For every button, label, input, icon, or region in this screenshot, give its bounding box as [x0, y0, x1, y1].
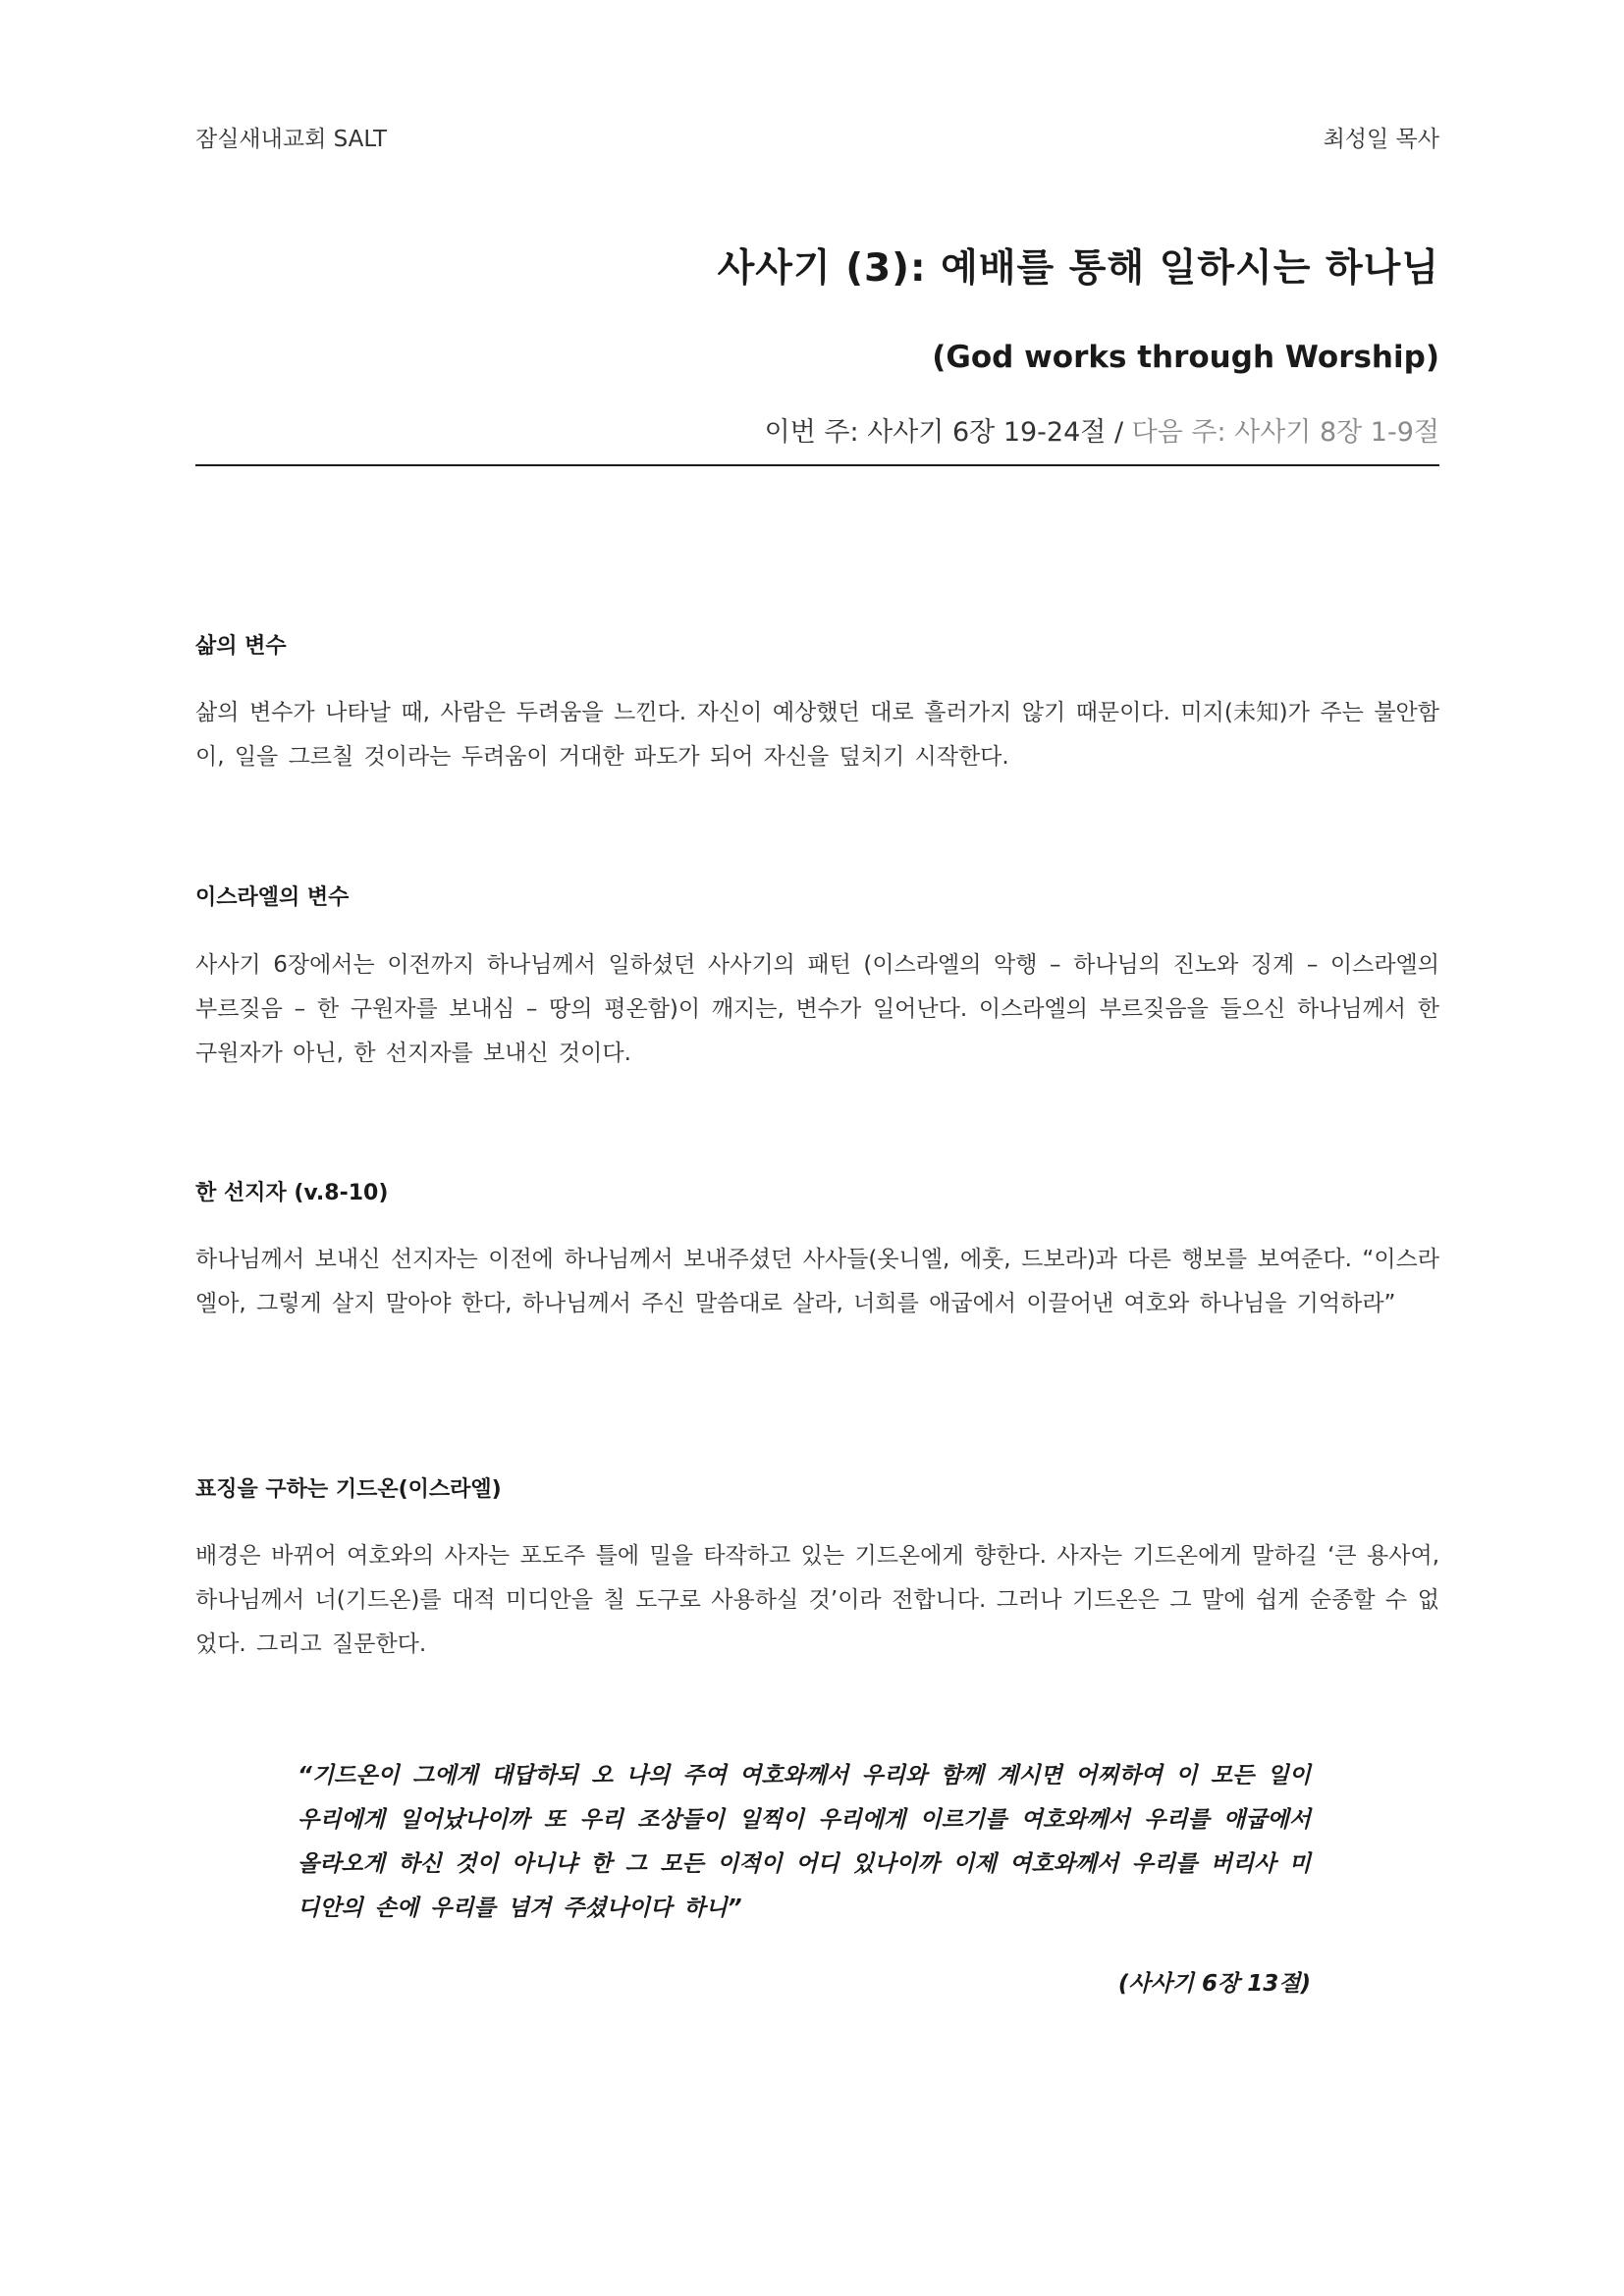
section-heading: 이스라엘의 변수 [195, 885, 350, 910]
sermon-subtitle: (God works through Worship) [932, 340, 1439, 375]
section-body: 사사기 6장에서는 이전까지 하나님께서 일하셨던 사사기의 패턴 (이스라엘의 악행 – 하나님의 진노와 징계 – 이스라엘의 부르짖음 – 한 구원자를 보내심 – 땅의 평온함)이 깨지는, 변수가 일어난다. 이스라엘의 부르짖음을 들으신 하나님께서 한 구원자가 아닌, 한 선지자를 보내신 것이다. [195, 952, 1439, 1066]
sermon-title: 사사기 (3): 예배를 통해 일하시는 하나님 [717, 246, 1439, 291]
pastor-name: 최성일 목사 [1323, 127, 1439, 152]
this-week-reading: 이번 주: 사사기 6장 19-24절 [764, 417, 1107, 448]
section-heading: 한 선지자 (v.8-10) [195, 1181, 389, 1205]
header-divider [195, 464, 1439, 466]
section-heading: 표징을 구하는 기드온(이스라엘) [195, 1477, 502, 1502]
quote-citation: (사사기 6장 13절) [1117, 1971, 1311, 1997]
document-page [195, 0, 1439, 2296]
section-body: 배경은 바뀌어 여호와의 사자는 포도주 틀에 밀을 타작하고 있는 기드온에게 향한다. 사자는 기드온에게 말하길 ‘큰 용사여, 하나님께서 너(기드온)를 대적 미디안을 칠 도구로 사용하실 것’이라 전합니다. 그러나 기드온은 그 말에 쉽게 순종할 수 없었다. 그리고 질문한다. [195, 1543, 1439, 1657]
section-heading: 삶의 변수 [195, 634, 287, 659]
page-header [195, 123, 1439, 156]
section-body: 삶의 변수가 나타날 때, 사람은 두려움을 느낀다. 자신이 예상했던 대로 흘러가지 않기 때문이다. 미지(未知)가 주는 불안함이, 일을 그르칠 것이라는 두려움이 거대한 파도가 되어 자신을 덮치기 시작한다. [195, 700, 1439, 770]
scripture-reading-line [765, 413, 1439, 453]
section-body: 하나님께서 보내신 선지자는 이전에 하나님께서 보내주셨던 사사들(옷니엘, 에훗, 드보라)과 다른 행보를 보여준다. “이스라엘아, 그렇게 살지 말아야 한다, 하나님께서 주신 말씀대로 살라, 너희를 애굽에서 이끌어낸 여호와 하나님을 기억하라” [195, 1247, 1439, 1316]
church-name: 잠실새내교회 SALT [195, 127, 388, 152]
next-week-reading: 다음 주: 사사기 8장 1-9절 [1131, 417, 1439, 448]
reading-separator: / [1106, 417, 1132, 448]
scripture-quote: “기드온이 그에게 대답하되 오 나의 주여 여호와께서 우리와 함께 계시면 어찌하여 이 모든 일이 우리에게 일어났나이까 또 우리 조상들이 일찍이 우리에게 이르기를 여호와께서 우리를 애굽에서 올라오게 하신 것이 아니냐 한 그 모든 이적이 어디 있나이까 이제 여호와께서 우리를 버리사 미디안의 손에 우리를 넘겨 주셨나이다 하니” [298, 1763, 1311, 1921]
